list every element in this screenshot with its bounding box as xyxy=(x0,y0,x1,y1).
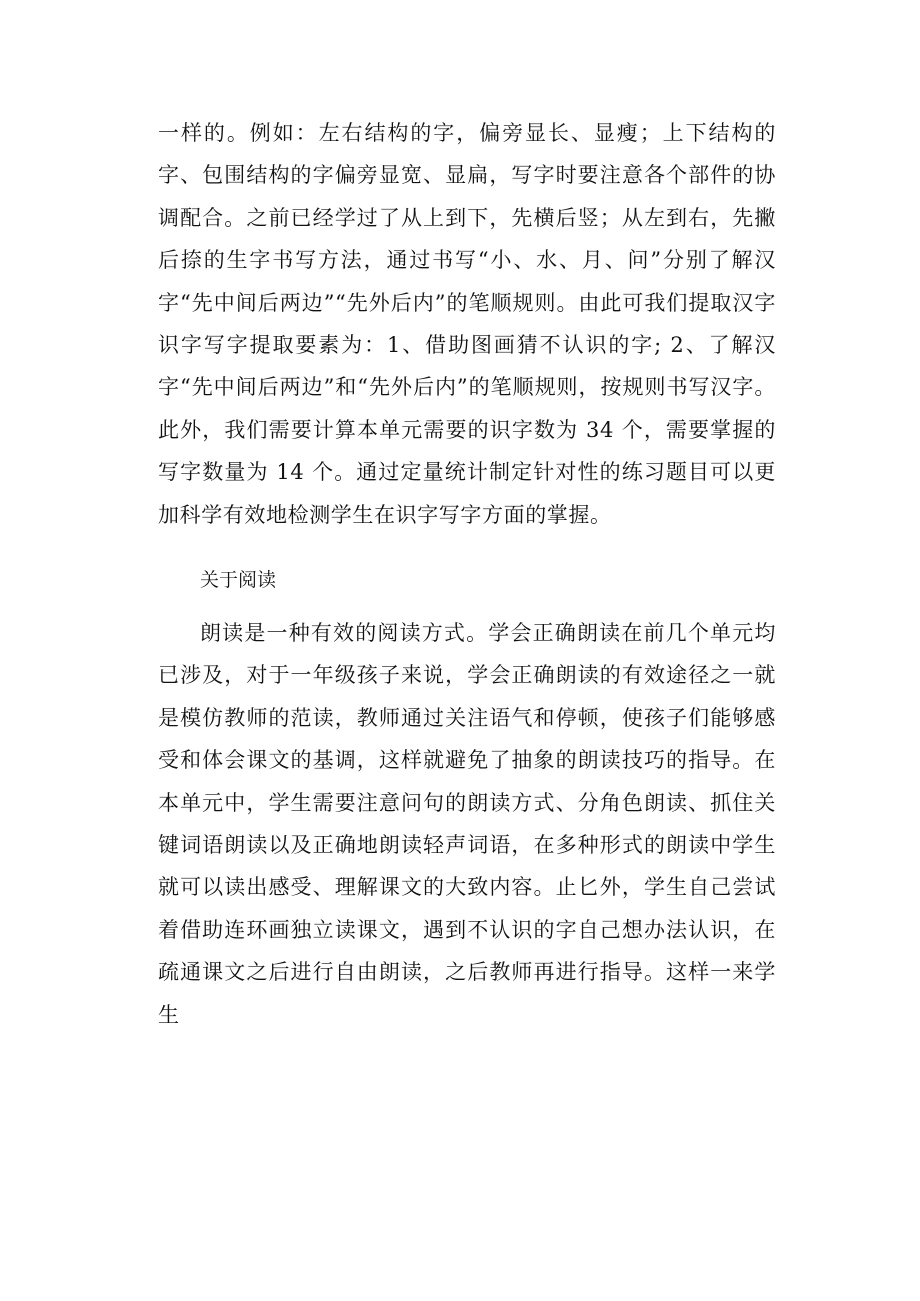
section-heading-reading: 关于阅读 xyxy=(200,569,277,591)
body-paragraph-2: 朗读是一种有效的阅读方式。学会正确朗读在前几个单元均已涉及，对于一年级孩子来说，学会正确朗读的有效途径之一就是模仿教师的范读，教师通过关注语气和停顿，使孩子们能够感受和体会课文的基调，这样就避免了抽象的朗读技巧的指导。在本单元中，学生需要注意问句的朗读方式、分角色朗读、抓住关键词语朗读以及正确地朗读轻声词语，在多种形式的朗读中学生就可以读出感受、理解课文的大致内容。止匕外，学生自己尝试着借助连环画独立读课文，遇到不认识的字自己想办法认识，在疏通课文之后进行自由朗读，之后教师再进行指导。这样一来学生 xyxy=(158,621,776,1027)
body-paragraph-1: 一样的。例如：左右结构的字，偏旁显长、显瘦；上下结构的字、包围结构的字偏旁显宽、显扁，写字时要注意各个部件的协调配合。之前已经学过了从上到下，先横后竖；从左到右，先撇后捺的生字书写方法，通过书写“小、水、月、问”分别了解汉字“先中间后两边”“先外后内”的笔顺规则。由此可我们提取汉字识字写字提取要素为：1、借助图画猜不认识的字; 2、了解汉字“先中间后两边”和“先外后内”的笔顺规则，按规则书写汉字。此外，我们需要计算本单元需要的识字数为 34 个，需要掌握的写字数量为 14 个。通过定量统计制定针对性的练习题目可以更加科学有效地检测学生在识字写字方面的掌握。 xyxy=(158,121,776,527)
